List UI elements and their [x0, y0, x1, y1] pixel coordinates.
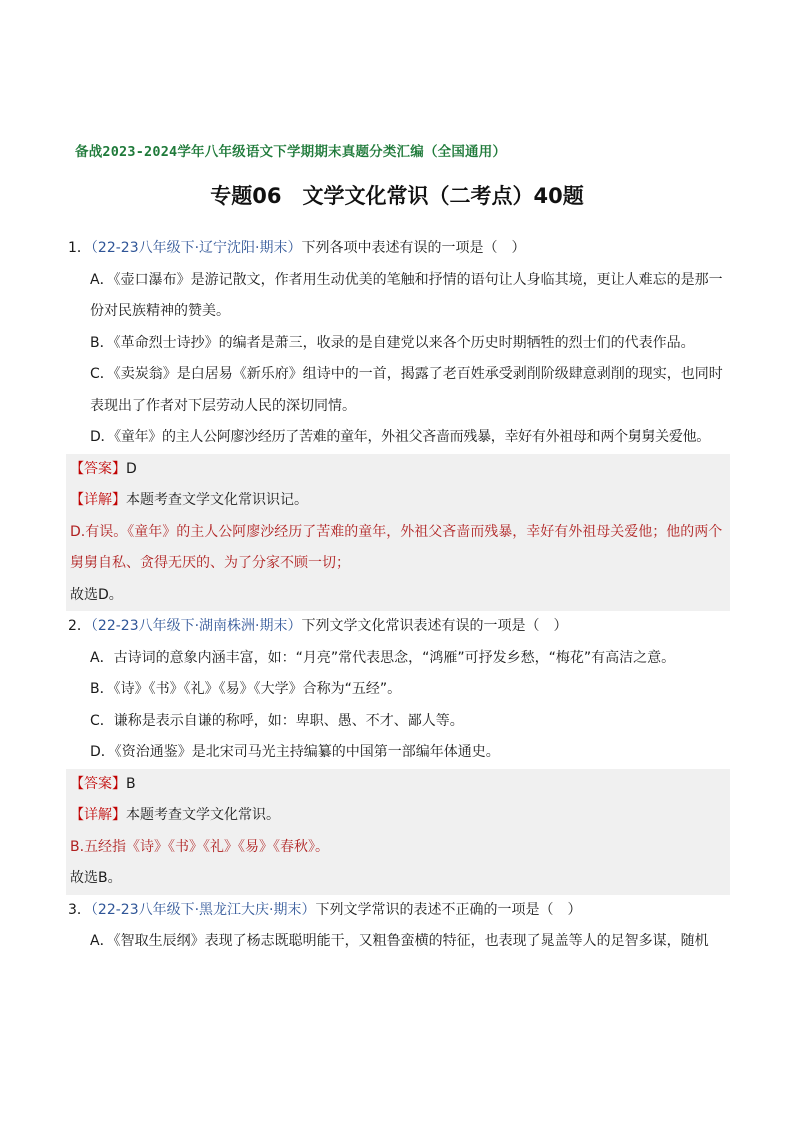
question-stem: 下列文学常识的表述不正确的一项是（ ） — [315, 901, 582, 918]
question-3 — [68, 895, 728, 958]
answer-line — [70, 454, 730, 486]
answer-tag: 【答案】 — [70, 460, 126, 477]
answer-box — [66, 769, 730, 895]
option-c: C．谦称是表示自谦的称呼，如：卑职、愚、不才、鄙人等。 — [90, 712, 464, 729]
conclusion-text: 故选D。 — [70, 586, 123, 603]
explanation-text: B.五经指《诗》《书》《礼》《易》《春秋》。 — [70, 838, 330, 855]
question-stem: 下列文学文化常识表述有误的一项是（ ） — [301, 618, 568, 634]
option-b: B．《革命烈士诗抄》的编者是萧三，收录的是自建党以来各个历史时期牺牲的烈士们的代表作品。 — [90, 334, 695, 351]
detail-text: 本题考查文学文化常识识记。 — [126, 492, 308, 508]
question-number: 3． — [68, 901, 91, 918]
question-source: （22-23八年级下·湖南株洲·期末） — [90, 618, 302, 634]
question-source: （22-23八年级下·黑龙江大庆·期末） — [90, 901, 316, 918]
option-a: A．《壶口瀑布》是游记散文，作者用生动优美的笔触和抒情的语句让人身临其境，更让人难忘的是那一份对民族精神的赞美。 — [90, 271, 723, 319]
option-a: A．古诗词的意象内涵丰富，如：“月亮”常代表思念，“鸿雁”可抒发乡愁，“梅花”有高洁之意。 — [90, 649, 676, 666]
question-number: 1． — [68, 240, 91, 256]
question-2 — [68, 611, 728, 895]
answer-line — [70, 769, 730, 801]
option-c: C．《卖炭翁》是白居易《新乐府》组诗中的一首，揭露了老百姓承受剥削阶级肆意剥削的现实，也同时表现出了作者对下层劳动人民的深切同情。 — [90, 366, 723, 414]
question-source: （22-23八年级下·辽宁沈阳·期末） — [90, 240, 302, 256]
question-header — [68, 895, 728, 927]
question-stem: 下列各项中表述有误的一项是（ ） — [301, 240, 526, 256]
conclusion-text: 故选B。 — [70, 870, 122, 886]
question-number: 2． — [68, 618, 91, 634]
answer-value: B — [126, 775, 136, 792]
detail-text: 本题考查文学文化常识。 — [126, 807, 280, 823]
answer-tag: 【答案】 — [70, 775, 126, 792]
question-list — [68, 233, 728, 958]
series-title: 备战2023-2024学年八年级语文下学期期末真题分类汇编（全国通用） — [75, 144, 507, 160]
detail-tag: 【详解】 — [70, 492, 126, 508]
page-title: 专题06 文学文化常识（二考点）40题 — [210, 184, 584, 208]
detail-line — [70, 485, 730, 517]
detail-tag: 【详解】 — [70, 807, 126, 823]
option-d: D．《童年》的主人公阿廖沙经历了苦难的童年，外祖父吝啬而残暴，幸好有外祖母和两个舅舅关爱他。 — [90, 429, 710, 445]
question-header — [68, 611, 728, 643]
detail-line — [70, 800, 730, 832]
answer-value: D — [126, 460, 137, 477]
option-a: A．《智取生辰纲》表现了杨志既聪明能干，又粗鲁蛮横的特征，也表现了晁盖等人的足智多谋，随机 — [90, 933, 709, 949]
question-header — [68, 233, 728, 265]
question-1 — [68, 233, 728, 611]
answer-box — [66, 454, 730, 612]
explanation-text: D.有误。《童年》的主人公阿廖沙经历了苦难的童年，外祖父吝啬而残暴，幸好有外祖母关爱他；他的两个舅舅自私、贪得无厌的、为了分家不顾一切； — [70, 523, 723, 571]
option-d: D．《资治通鉴》是北宋司马光主持编纂的中国第一部编年体通史。 — [90, 744, 500, 760]
option-b: B．《诗》《书》《礼》《易》《大学》合称为“五经”。 — [90, 681, 402, 697]
